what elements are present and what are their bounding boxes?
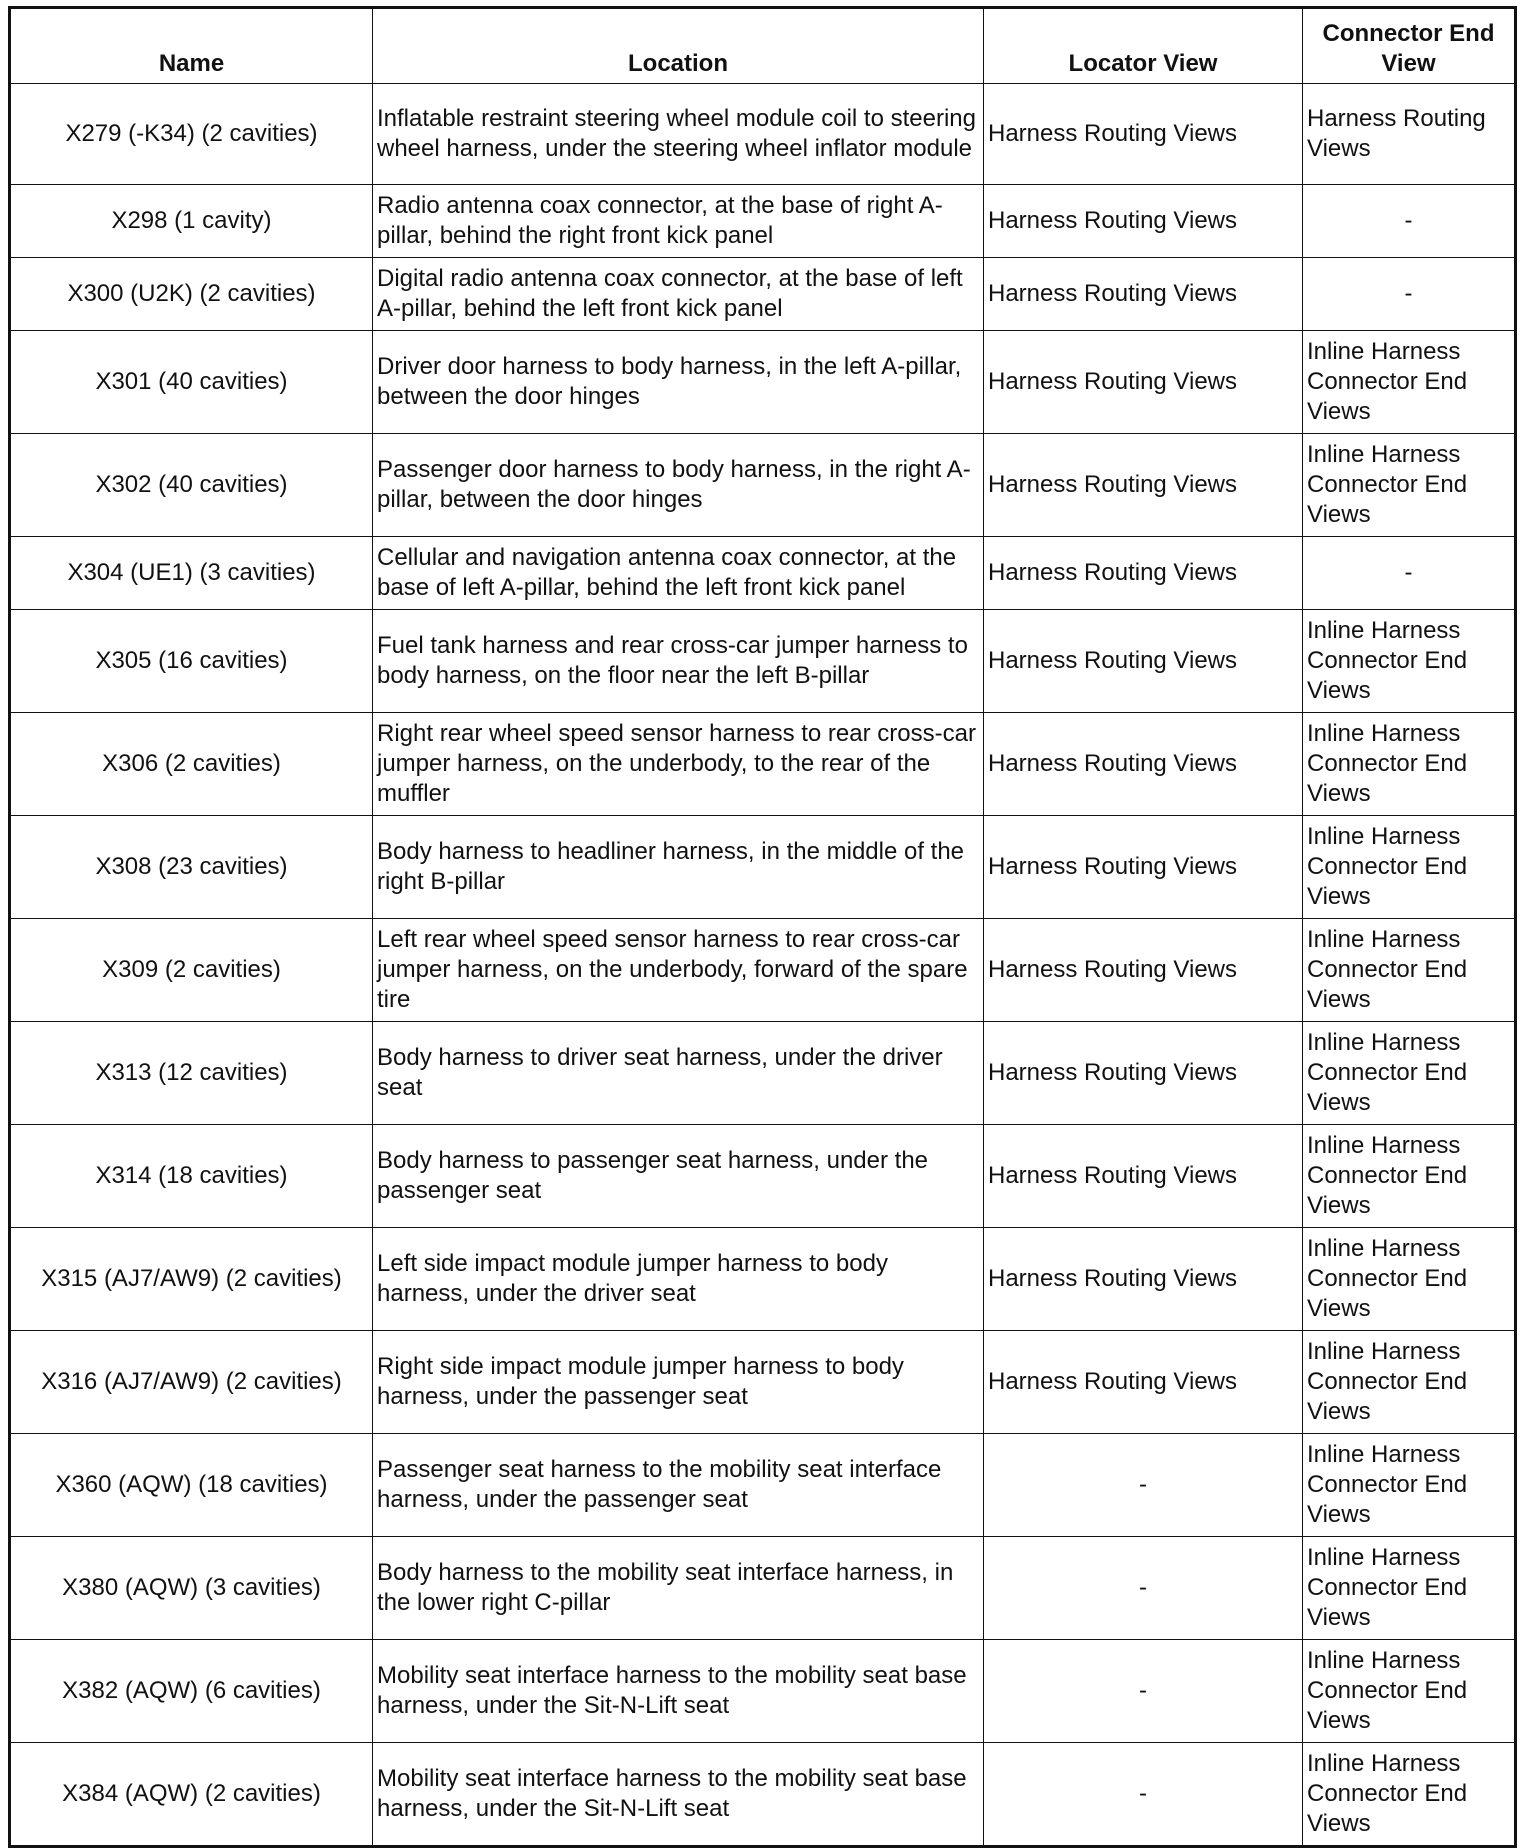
locator-view-cell: - bbox=[984, 1434, 1303, 1537]
table-row bbox=[10, 1022, 1516, 1125]
connector-name-cell: X305 (16 cavities) bbox=[10, 610, 373, 713]
connector-name-cell: X300 (U2K) (2 cavities) bbox=[10, 258, 373, 331]
connector-location-cell: Fuel tank harness and rear cross-car jumper harness to body harness, on the floor near the left B-pillar bbox=[373, 610, 984, 713]
connector-end-view-cell: - bbox=[1303, 537, 1516, 610]
connector-name-cell: X380 (AQW) (3 cavities) bbox=[10, 1537, 373, 1640]
connector-location-cell: Body harness to passenger seat harness, under the passenger seat bbox=[373, 1125, 984, 1228]
locator-view-cell: Harness Routing Views bbox=[984, 434, 1303, 537]
connector-end-view-cell: - bbox=[1303, 185, 1516, 258]
connector-end-view-cell: Inline Harness Connector End Views bbox=[1303, 919, 1516, 1022]
locator-view-cell: Harness Routing Views bbox=[984, 713, 1303, 816]
connector-list-document bbox=[8, 6, 1514, 1848]
table-row bbox=[10, 713, 1516, 816]
connector-end-view-cell: Inline Harness Connector End Views bbox=[1303, 1125, 1516, 1228]
connector-name-cell: X382 (AQW) (6 cavities) bbox=[10, 1640, 373, 1743]
column-header-connector-end-view: Connector End View bbox=[1303, 8, 1516, 84]
connector-location-cell: Right rear wheel speed sensor harness to rear cross-car jumper harness, on the underbody, to the rear of the muffler bbox=[373, 713, 984, 816]
connector-end-view-cell: Inline Harness Connector End Views bbox=[1303, 434, 1516, 537]
connector-end-view-cell: Inline Harness Connector End Views bbox=[1303, 1228, 1516, 1331]
table-row bbox=[10, 537, 1516, 610]
locator-view-cell: - bbox=[984, 1537, 1303, 1640]
table-row bbox=[10, 919, 1516, 1022]
connector-location-cell: Cellular and navigation antenna coax connector, at the base of left A-pillar, behind the left front kick panel bbox=[373, 537, 984, 610]
table-row bbox=[10, 185, 1516, 258]
locator-view-cell: Harness Routing Views bbox=[984, 919, 1303, 1022]
table-row bbox=[10, 1640, 1516, 1743]
connector-table bbox=[8, 6, 1517, 1848]
connector-location-cell: Mobility seat interface harness to the mobility seat base harness, under the Sit-N-Lift seat bbox=[373, 1640, 984, 1743]
column-header-locator-view: Locator View bbox=[984, 8, 1303, 84]
connector-name-cell: X308 (23 cavities) bbox=[10, 816, 373, 919]
connector-name-cell: X306 (2 cavities) bbox=[10, 713, 373, 816]
connector-name-cell: X313 (12 cavities) bbox=[10, 1022, 373, 1125]
locator-view-cell: Harness Routing Views bbox=[984, 1331, 1303, 1434]
connector-end-view-cell: - bbox=[1303, 258, 1516, 331]
connector-end-view-cell: Inline Harness Connector End Views bbox=[1303, 610, 1516, 713]
connector-name-cell: X301 (40 cavities) bbox=[10, 331, 373, 434]
connector-location-cell: Passenger seat harness to the mobility seat interface harness, under the passenger seat bbox=[373, 1434, 984, 1537]
column-header-location: Location bbox=[373, 8, 984, 84]
locator-view-cell: Harness Routing Views bbox=[984, 258, 1303, 331]
connector-location-cell: Passenger door harness to body harness, in the right A-pillar, between the door hinges bbox=[373, 434, 984, 537]
connector-end-view-cell: Inline Harness Connector End Views bbox=[1303, 1640, 1516, 1743]
connector-location-cell: Left side impact module jumper harness to body harness, under the driver seat bbox=[373, 1228, 984, 1331]
locator-view-cell: Harness Routing Views bbox=[984, 816, 1303, 919]
table-body bbox=[10, 84, 1516, 1847]
connector-name-cell: X360 (AQW) (18 cavities) bbox=[10, 1434, 373, 1537]
connector-end-view-cell: Harness Routing Views bbox=[1303, 84, 1516, 185]
locator-view-cell: Harness Routing Views bbox=[984, 610, 1303, 713]
table-header-row bbox=[10, 8, 1516, 84]
table-row bbox=[10, 1743, 1516, 1847]
connector-name-cell: X279 (-K34) (2 cavities) bbox=[10, 84, 373, 185]
connector-name-cell: X309 (2 cavities) bbox=[10, 919, 373, 1022]
table-row bbox=[10, 816, 1516, 919]
locator-view-cell: Harness Routing Views bbox=[984, 1125, 1303, 1228]
connector-end-view-cell: Inline Harness Connector End Views bbox=[1303, 1331, 1516, 1434]
table-row bbox=[10, 331, 1516, 434]
connector-location-cell: Body harness to headliner harness, in the middle of the right B-pillar bbox=[373, 816, 984, 919]
connector-name-cell: X316 (AJ7/AW9) (2 cavities) bbox=[10, 1331, 373, 1434]
connector-end-view-cell: Inline Harness Connector End Views bbox=[1303, 713, 1516, 816]
connector-location-cell: Driver door harness to body harness, in the left A-pillar, between the door hinges bbox=[373, 331, 984, 434]
table-row bbox=[10, 1331, 1516, 1434]
table-row bbox=[10, 610, 1516, 713]
connector-name-cell: X302 (40 cavities) bbox=[10, 434, 373, 537]
connector-location-cell: Body harness to driver seat harness, under the driver seat bbox=[373, 1022, 984, 1125]
connector-end-view-cell: Inline Harness Connector End Views bbox=[1303, 816, 1516, 919]
locator-view-cell: Harness Routing Views bbox=[984, 1228, 1303, 1331]
locator-view-cell: - bbox=[984, 1640, 1303, 1743]
connector-end-view-cell: Inline Harness Connector End Views bbox=[1303, 331, 1516, 434]
locator-view-cell: Harness Routing Views bbox=[984, 84, 1303, 185]
column-header-name: Name bbox=[10, 8, 373, 84]
connector-name-cell: X315 (AJ7/AW9) (2 cavities) bbox=[10, 1228, 373, 1331]
locator-view-cell: Harness Routing Views bbox=[984, 537, 1303, 610]
connector-location-cell: Radio antenna coax connector, at the base of right A-pillar, behind the right front kick panel bbox=[373, 185, 984, 258]
table-row bbox=[10, 1537, 1516, 1640]
table-row bbox=[10, 1125, 1516, 1228]
connector-end-view-cell: Inline Harness Connector End Views bbox=[1303, 1743, 1516, 1847]
connector-location-cell: Body harness to the mobility seat interface harness, in the lower right C-pillar bbox=[373, 1537, 984, 1640]
table-row bbox=[10, 434, 1516, 537]
connector-name-cell: X304 (UE1) (3 cavities) bbox=[10, 537, 373, 610]
connector-location-cell: Left rear wheel speed sensor harness to rear cross-car jumper harness, on the underbody, forward of the spare tire bbox=[373, 919, 984, 1022]
locator-view-cell: Harness Routing Views bbox=[984, 185, 1303, 258]
table-row bbox=[10, 1228, 1516, 1331]
connector-name-cell: X314 (18 cavities) bbox=[10, 1125, 373, 1228]
connector-location-cell: Digital radio antenna coax connector, at the base of left A-pillar, behind the left front kick panel bbox=[373, 258, 984, 331]
connector-end-view-cell: Inline Harness Connector End Views bbox=[1303, 1434, 1516, 1537]
locator-view-cell: Harness Routing Views bbox=[984, 331, 1303, 434]
table-row bbox=[10, 1434, 1516, 1537]
table-row bbox=[10, 258, 1516, 331]
connector-location-cell: Inflatable restraint steering wheel module coil to steering wheel harness, under the steering wheel inflator module bbox=[373, 84, 984, 185]
connector-name-cell: X298 (1 cavity) bbox=[10, 185, 373, 258]
connector-end-view-cell: Inline Harness Connector End Views bbox=[1303, 1022, 1516, 1125]
connector-location-cell: Right side impact module jumper harness to body harness, under the passenger seat bbox=[373, 1331, 984, 1434]
connector-location-cell: Mobility seat interface harness to the mobility seat base harness, under the Sit-N-Lift seat bbox=[373, 1743, 984, 1847]
connector-end-view-cell: Inline Harness Connector End Views bbox=[1303, 1537, 1516, 1640]
locator-view-cell: Harness Routing Views bbox=[984, 1022, 1303, 1125]
connector-name-cell: X384 (AQW) (2 cavities) bbox=[10, 1743, 373, 1847]
locator-view-cell: - bbox=[984, 1743, 1303, 1847]
table-row bbox=[10, 84, 1516, 185]
